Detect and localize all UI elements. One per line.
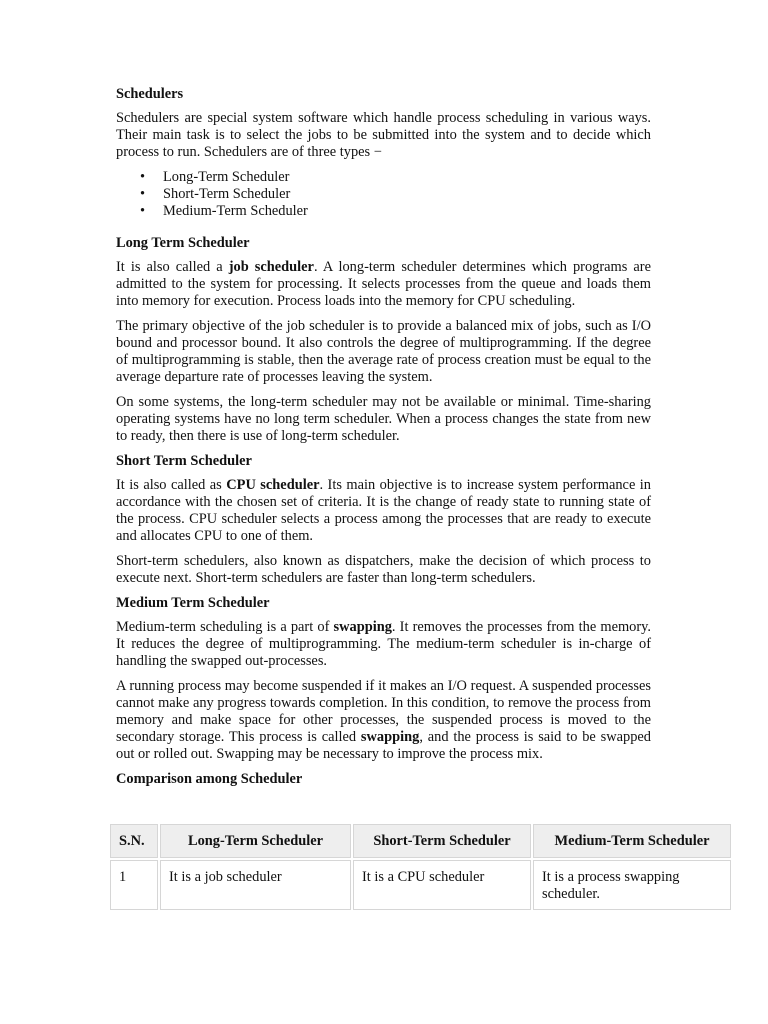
medium-term-heading: Medium Term Scheduler bbox=[116, 595, 270, 611]
short-term-heading: Short Term Scheduler bbox=[116, 453, 252, 469]
bold-term: job scheduler bbox=[228, 259, 314, 275]
long-term-paragraph-3: On some systems, the long-term scheduler may not be available or minimal. Time-sharing operating systems have no long term scheduler. When a process changes the state from new to ready, then there is use of long-term scheduler. bbox=[116, 394, 651, 444]
short-term-paragraph-1 bbox=[116, 477, 651, 545]
cell-short-term: It is a CPU scheduler bbox=[353, 860, 531, 910]
long-term-heading: Long Term Scheduler bbox=[116, 235, 250, 251]
text-run: . It removes the processes from the memory. It reduces the degree of multiprogramming. The medium-term scheduler is in-charge of handling the swapped out-processes. bbox=[116, 619, 651, 669]
list-item bbox=[116, 203, 651, 220]
table-row bbox=[110, 860, 731, 910]
list-item bbox=[116, 169, 651, 186]
list-item bbox=[116, 186, 651, 203]
header-short-term: Short-Term Scheduler bbox=[353, 824, 531, 858]
text-run: It is also called as bbox=[116, 477, 227, 493]
short-term-paragraph-2: Short-term schedulers, also known as dispatchers, make the decision of which process to execute next. Short-term schedulers are faster than long-term schedulers. bbox=[116, 553, 651, 586]
page-title: Schedulers bbox=[116, 86, 184, 102]
bullet-icon: • bbox=[140, 169, 146, 185]
cell-sn: 1 bbox=[110, 860, 158, 910]
header-medium-term: Medium-Term Scheduler bbox=[533, 824, 731, 858]
medium-term-paragraph-1 bbox=[116, 619, 651, 670]
cell-long-term: It is a job scheduler bbox=[160, 860, 351, 910]
document-body bbox=[116, 86, 651, 795]
text-run: Medium-term scheduling is a part of bbox=[116, 619, 334, 635]
table-header-row bbox=[110, 824, 731, 858]
medium-term-paragraph-2 bbox=[116, 678, 651, 763]
bold-term: CPU scheduler bbox=[226, 477, 320, 493]
text-run: It is also called a bbox=[116, 259, 229, 275]
header-long-term: Long-Term Scheduler bbox=[160, 824, 351, 858]
text-run: , and the process is said to be swapped out or rolled out. Swapping may be necessary to improve the process mix. bbox=[116, 729, 651, 762]
long-term-paragraph-2: The primary objective of the job scheduler is to provide a balanced mix of jobs, such as I/O bound and processor bound. It also controls the degree of multiprogramming. If the degree of multiprogramming is stable, then the average rate of process creation must be equal to the average departure rate of processes leaving the system. bbox=[116, 318, 651, 385]
list-item-text: Medium-Term Scheduler bbox=[163, 203, 308, 219]
list-item-text: Short-Term Scheduler bbox=[163, 186, 291, 202]
bold-term: swapping bbox=[333, 619, 392, 635]
text-run: . Its main objective is to increase system performance in accordance with the chosen set of criteria. It is the change of ready state to running state of the process. CPU scheduler selects a process among the processes that are ready to execute and allocates CPU to one of them. bbox=[116, 477, 651, 544]
bold-term: swapping bbox=[360, 729, 420, 745]
list-item-text: Long-Term Scheduler bbox=[163, 169, 290, 185]
bullet-icon: • bbox=[140, 186, 146, 202]
scheduler-types-list bbox=[116, 169, 651, 220]
bullet-icon: • bbox=[140, 203, 146, 219]
comparison-heading: Comparison among Scheduler bbox=[116, 771, 303, 787]
comparison-table bbox=[108, 822, 733, 912]
long-term-paragraph-1 bbox=[116, 259, 651, 310]
cell-medium-term: It is a process swapping scheduler. bbox=[533, 860, 731, 910]
header-sn: S.N. bbox=[110, 824, 158, 858]
text-run: A running process may become suspended if it makes an I/O request. A suspended processes cannot make any progress towards completion. In this condition, to remove the process from memory and make space for other processes, the suspended process is moved to the secondary storage. This process is called bbox=[116, 678, 651, 745]
intro-paragraph: Schedulers are special system software which handle process scheduling in various ways. Their main task is to select the jobs to be submitted into the system and to decide which process to run. Schedulers are of three types − bbox=[116, 110, 651, 160]
text-run: . A long-term scheduler determines which programs are admitted to the system for processing. It selects processes from the queue and loads them into memory for execution. Process loads into the memory for CPU scheduling. bbox=[116, 259, 651, 309]
